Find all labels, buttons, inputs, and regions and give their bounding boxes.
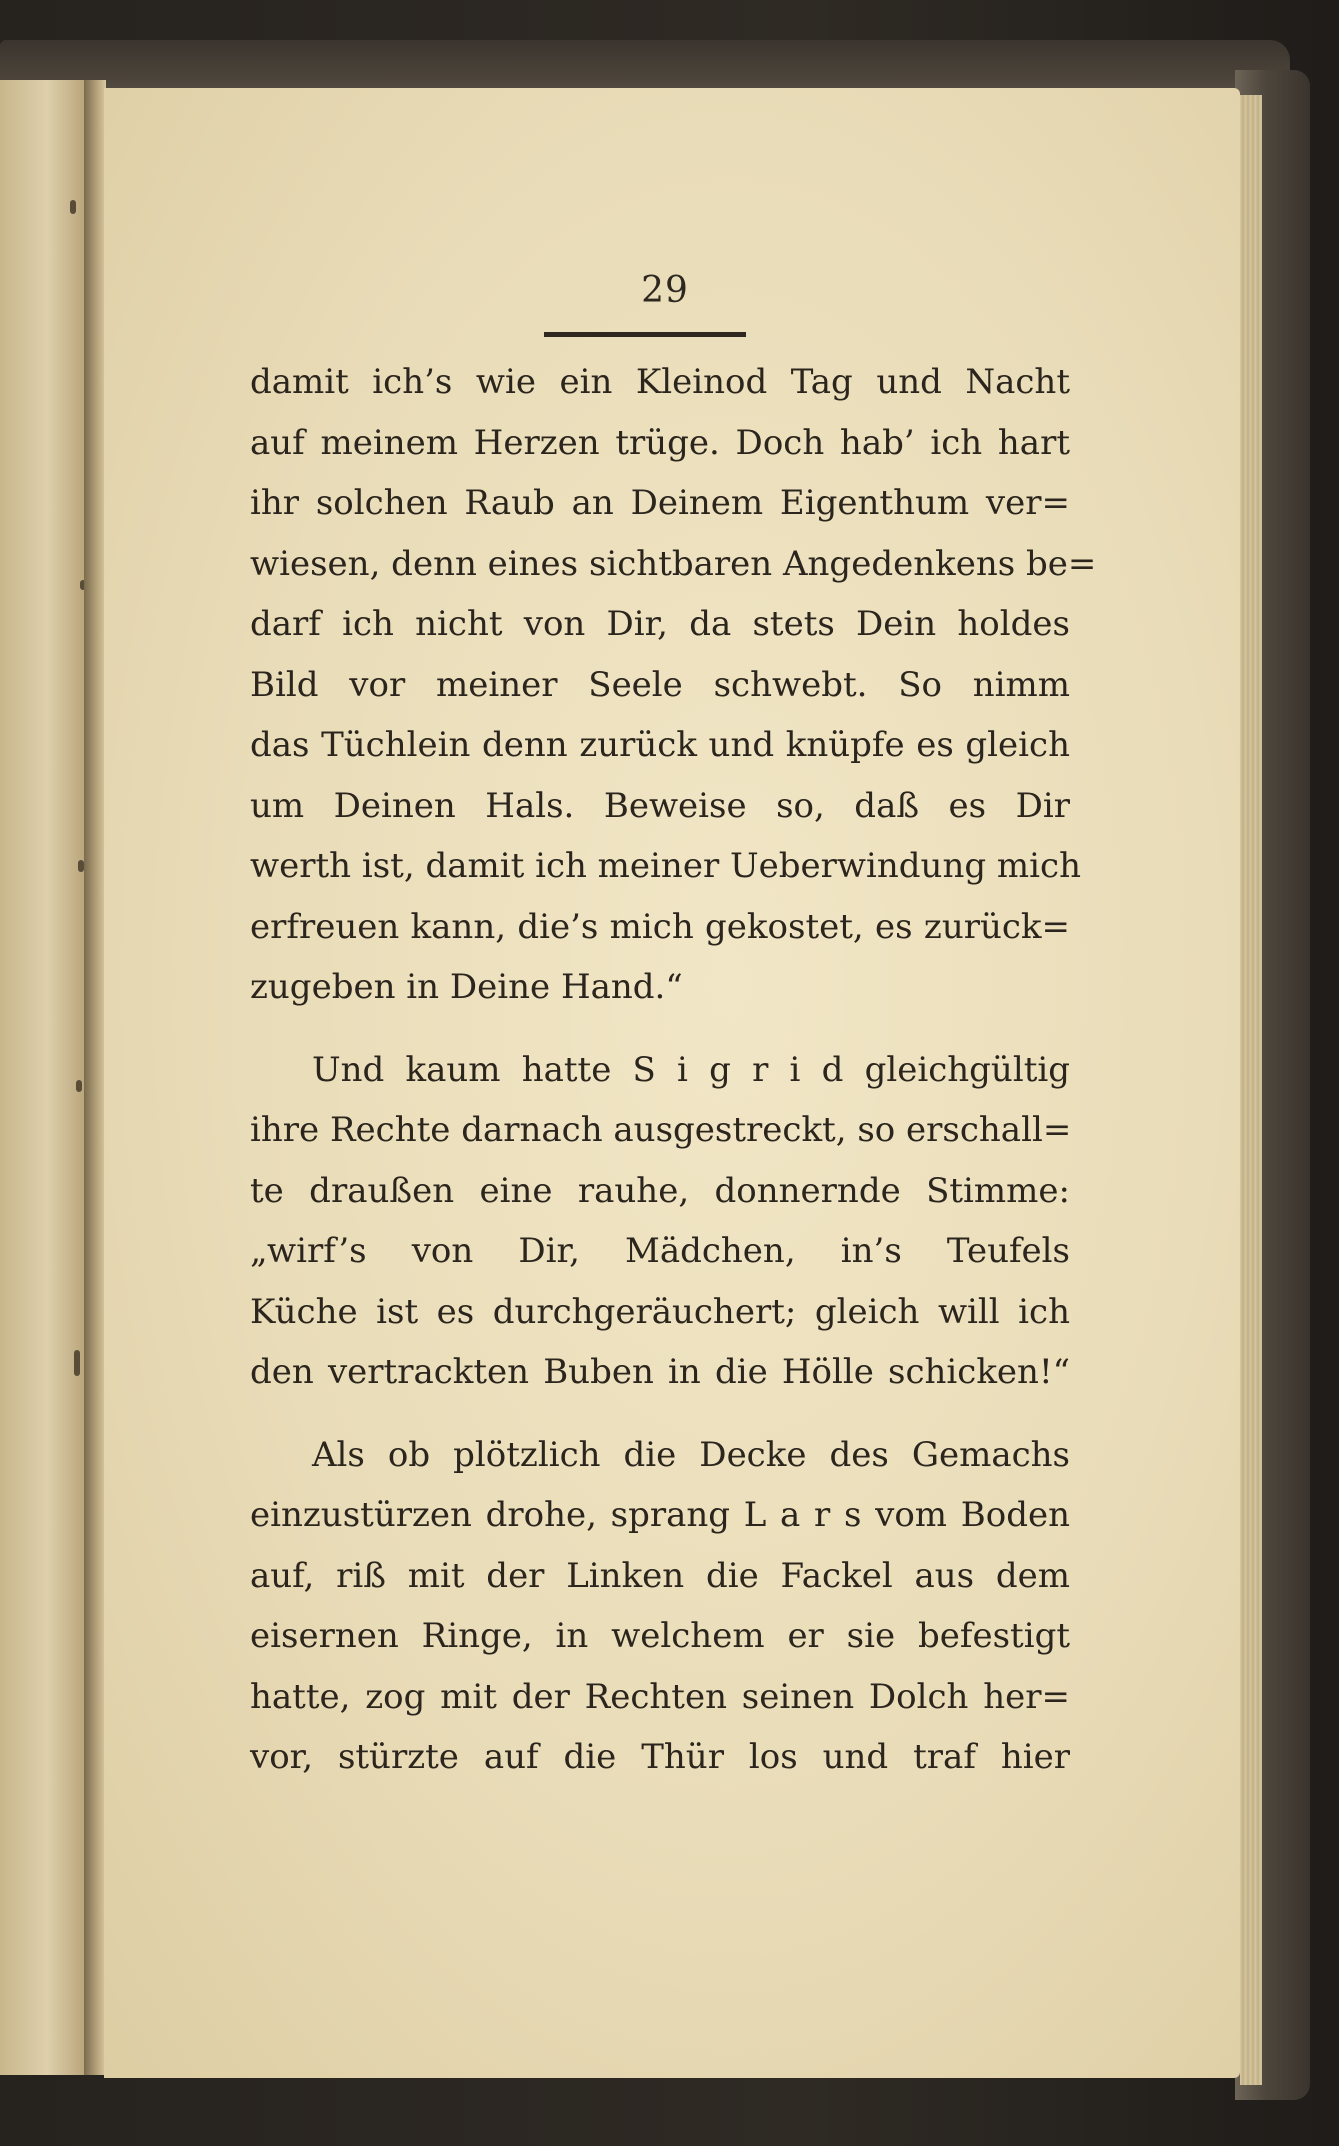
text-line: damit ich’s wie ein Kleinod Tag und Nacht [250, 362, 1070, 402]
text-line: Als ob plötzlich die Decke des Gemachs [312, 1434, 1070, 1475]
text-line: Bild vor meiner Seele schwebt. So nimm [250, 664, 1070, 705]
text-line: auf, riß mit der Linken die Fackel aus dem [250, 1555, 1070, 1596]
paragraph-3 [250, 1425, 1070, 1788]
text-line: eisernen Ringe, in welchem er sie befestigt [250, 1616, 1070, 1656]
text-line: auf meinem Herzen trüge. Doch hab’ ich hart [250, 422, 1070, 463]
paragraph-1 [250, 352, 1097, 1018]
page-stack-edge [1240, 95, 1262, 2085]
paragraph-2 [250, 1040, 1070, 1403]
text-line: ihre Rechte darnach ausgestreckt, so erschall= [250, 1110, 1072, 1150]
text-line: „wirf’s von Dir, Mädchen, in’s Teufels [250, 1231, 1070, 1271]
text-line: wiesen, denn eines sichtbaren Angedenkens be= [250, 543, 1097, 584]
text-line: Küche ist es durchgeräuchert; gleich will ich [250, 1291, 1070, 1332]
margin-mark [76, 1080, 82, 1092]
gutter-shadow [84, 80, 106, 2075]
text-line: erfreuen kann, die’s mich gekostet, es zurück= [250, 906, 1070, 947]
text-line: den vertrackten Buben in die Hölle schicken!“ [250, 1352, 1070, 1392]
margin-mark [70, 200, 76, 214]
text-line: darf ich nicht von Dir, da stets Dein holdes [250, 604, 1070, 644]
text-line: ihr solchen Raub an Deinem Eigenthum ver= [250, 483, 1070, 523]
text-line: vor, stürzte auf die Thür los und traf hier [250, 1737, 1070, 1777]
page-number: 29 [641, 270, 689, 311]
paragraph-gap [250, 1018, 1070, 1040]
margin-mark [74, 1350, 80, 1376]
text-line: werth ist, damit ich meiner Ueberwindung mich [250, 846, 1081, 886]
page-text [250, 352, 1097, 1788]
text-line: das Tüchlein denn zurück und knüpfe es gleich [250, 725, 1070, 765]
facing-page-edge [0, 80, 88, 2075]
paragraph-gap [250, 1403, 1070, 1425]
text-line: Und kaum hatte S i g r i d gleichgültig [312, 1049, 1070, 1090]
text-line: zugeben in Deine Hand.“ [250, 967, 683, 1007]
header-rule [544, 332, 746, 337]
text-line: hatte, zog mit der Rechten seinen Dolch her= [250, 1676, 1070, 1717]
text-line: um Deinen Hals. Beweise so, daß es Dir [250, 785, 1070, 826]
text-line: einzustürzen drohe, sprang L a r s vom Boden [250, 1495, 1070, 1535]
text-line: te draußen eine rauhe, donnernde Stimme: [250, 1170, 1070, 1211]
